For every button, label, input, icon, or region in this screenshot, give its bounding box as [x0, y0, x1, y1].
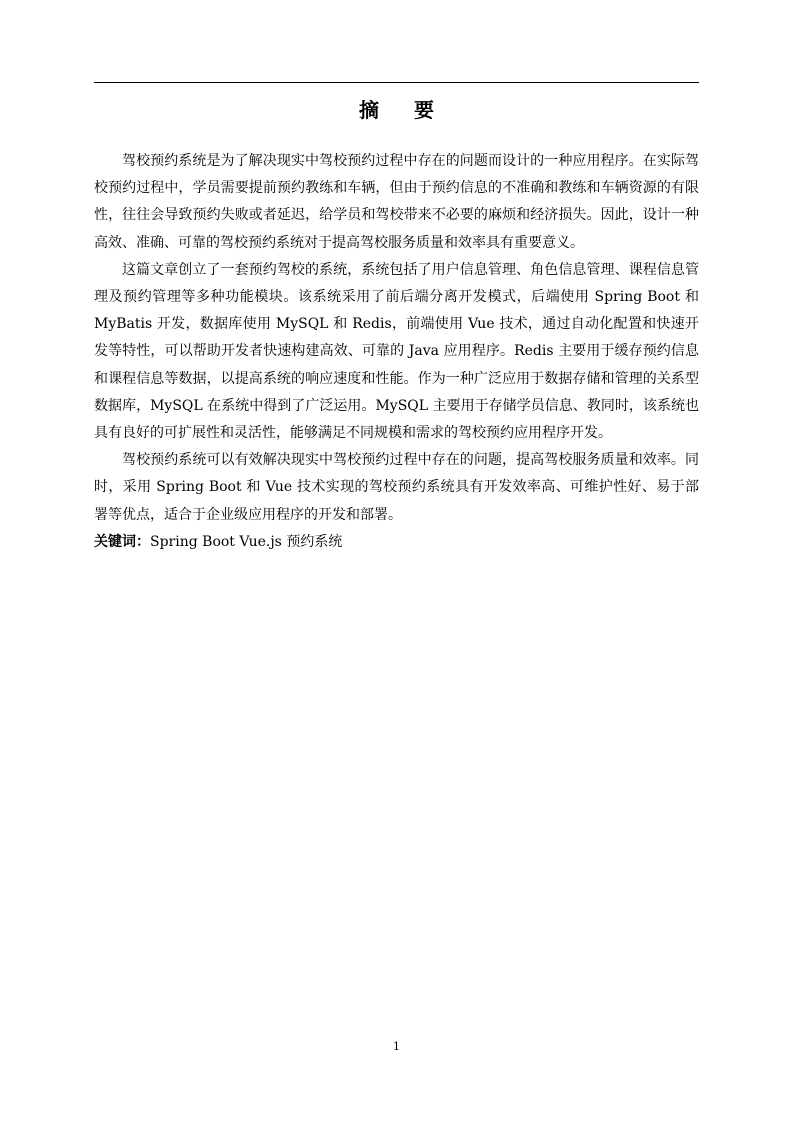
abstract-body [94, 148, 699, 556]
keywords-label: 关键词： [94, 533, 150, 550]
abstract-title: 摘 要 [359, 98, 448, 122]
page-number: 1 [393, 1040, 400, 1053]
abstract-paragraph-2: 这篇文章创立了一套预约驾校的系统，系统包括了用户信息管理、角色信息管理、课程信息管理及预约管理等多种功能模块。该系统采用了前后端分离开发模式，后端使用 Spring Boot 和 MyBatis 开发，数据库使用 MySQL 和 Redis，前端使用 Vue 技术，通过自动化配置和快速开发等特性，可以帮助开发者快速构建高效、可靠的 Java 应用程序。Redis 主要用于缓存预约信息和课程信息等数据，以提高系统的响应速度和性能。作为一种广泛应用于数据存储和管理的关系型数据库，MySQL 在系统中得到了广泛运用。MySQL 主要用于存储学员信息、教同时，该系统也具有良好的可扩展性和灵活性，能够满足不同规模和需求的驾校预约应用程序开发。 [94, 261, 699, 442]
header-rule [94, 82, 699, 83]
abstract-paragraph-3: 驾校预约系统可以有效解决现实中驾校预约过程中存在的问题，提高驾校服务质量和效率。同时，采用 Spring Boot 和 Vue 技术实现的驾校预约系统具有开发效率高、可维护性好、易于部署等优点，适合于企业级应用程序的开发和部署。 [94, 452, 699, 523]
keywords-value: Spring Boot Vue.js 预约系统 [150, 533, 343, 550]
keywords-line [94, 529, 699, 556]
abstract-paragraph-1: 驾校预约系统是为了解决现实中驾校预约过程中存在的问题而设计的一种应用程序。在实际驾校预约过程中，学员需要提前预约教练和车辆，但由于预约信息的不准确和教练和车辆资源的有限性，往往会导致预约失败或者延迟，给学员和驾校带来不必要的麻烦和经济损失。因此，设计一种高效、准确、可靠的驾校预约系统对于提高驾校服务质量和效率具有重要意义。 [94, 153, 699, 251]
